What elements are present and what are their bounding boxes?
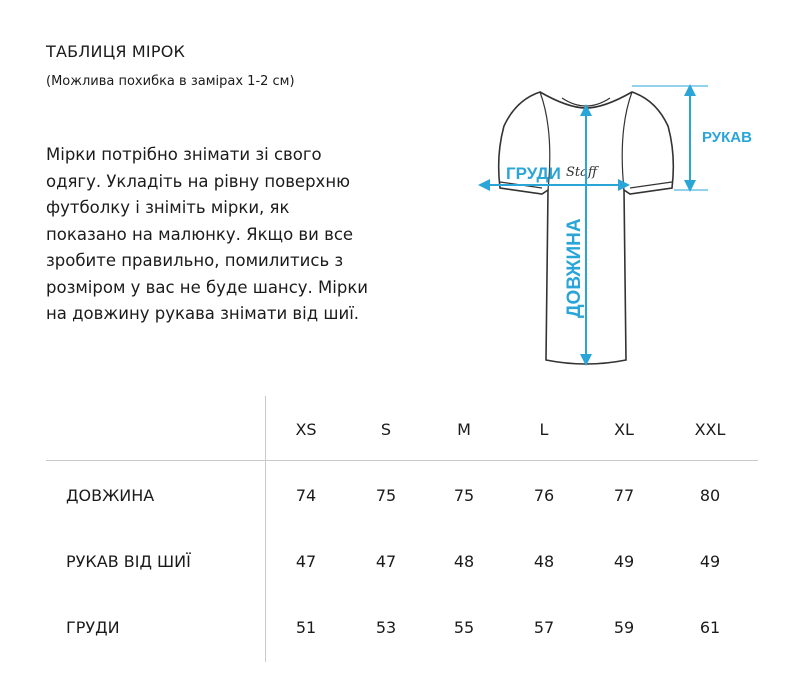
row-label-chest: ГРУДИ (66, 618, 120, 637)
row-label-sleeve: РУКАВ ВІД ШИЇ (66, 552, 191, 571)
description-line: Мірки потрібно знімати зі свого (46, 145, 322, 164)
description-line: одягу. Укладіть на рівну поверхню (46, 171, 351, 191)
table-cell: 59 (613, 618, 635, 637)
size-header-l: L (539, 420, 549, 439)
table-cell: 77 (613, 486, 635, 505)
description-line: футболку і зніміть мірки, як (46, 198, 290, 217)
size-header-xxl: XXL (694, 420, 726, 439)
chest-label: ГРУДИ (506, 164, 561, 183)
length-label: ДОВЖИНА (564, 218, 585, 318)
table-cell: 47 (375, 552, 397, 571)
table-cell: 49 (613, 552, 635, 571)
table-cell: 75 (453, 486, 475, 505)
brand-logo: Staff (566, 165, 598, 180)
table-cell: 74 (295, 486, 317, 505)
table-cell: 75 (375, 486, 397, 505)
table-cell: 57 (533, 618, 555, 637)
table-cell: 49 (699, 552, 721, 571)
table-divider-vertical (265, 396, 266, 662)
table-cell: 51 (295, 618, 317, 637)
table-cell: 48 (453, 552, 475, 571)
table-cell: 80 (699, 486, 721, 505)
size-header-xl: XL (614, 420, 634, 439)
description-line: зробите правильно, помилитись з (46, 251, 344, 270)
description-line: на довжину рукава знімати від шиї. (46, 304, 360, 323)
table-cell: 76 (533, 486, 555, 505)
description-line: показано на малюнку. Якщо ви все (46, 224, 354, 244)
table-divider-horizontal (46, 460, 758, 461)
sleeve-label: РУКАВ (702, 129, 752, 146)
row-label-length: ДОВЖИНА (66, 486, 155, 505)
table-cell: 47 (295, 552, 317, 571)
table-cell: 55 (453, 618, 475, 637)
size-header-xs: XS (295, 420, 317, 439)
page-subtitle: (Можлива похибка в замірах 1-2 см) (46, 74, 295, 89)
table-cell: 53 (375, 618, 397, 637)
size-header-m: M (457, 420, 471, 439)
table-cell: 48 (533, 552, 555, 571)
description-line: розміром у вас не буде шансу. Мірки (46, 277, 369, 297)
table-cell: 61 (699, 618, 721, 637)
size-header-s: S (380, 420, 392, 439)
page-title: ТАБЛИЦЯ МІРОК (46, 42, 186, 61)
